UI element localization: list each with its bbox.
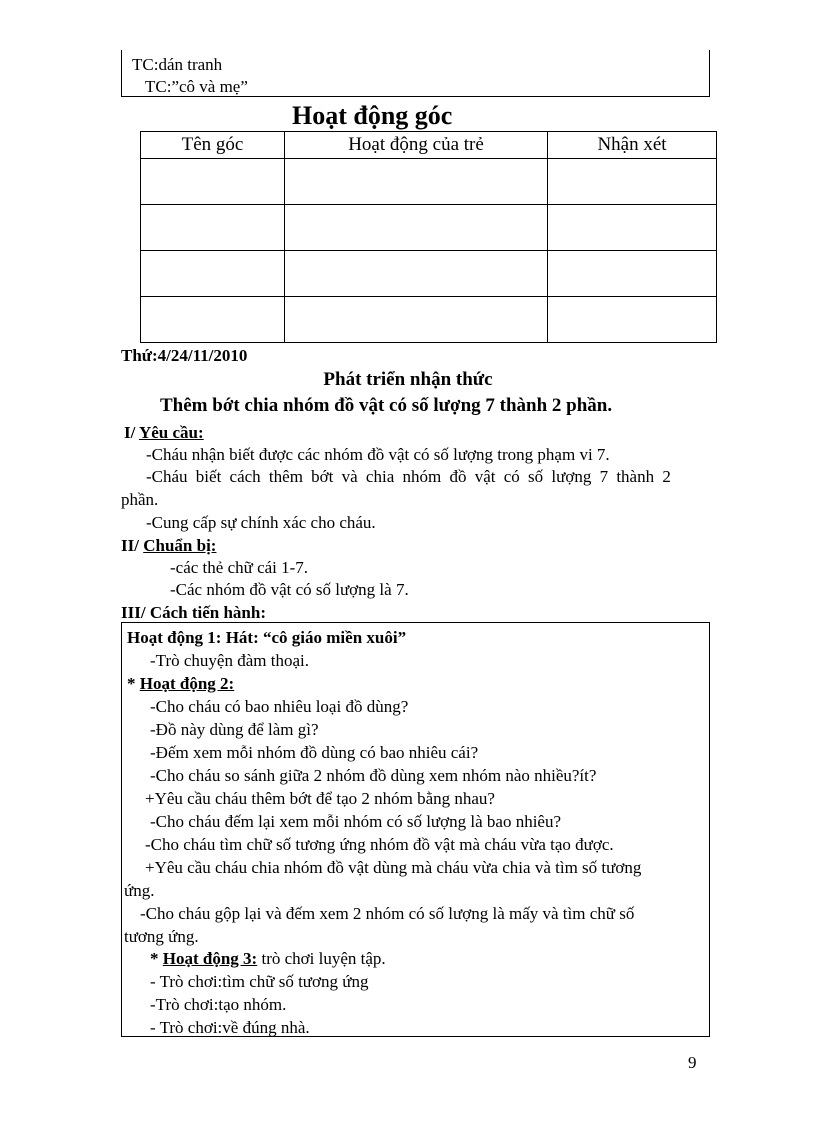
corner-activity-title: Hoạt động góc (292, 101, 453, 130)
activity-3-item: - Trò chơi:về đúng nhà. (150, 1018, 310, 1037)
top-box-line-1: TC:dán tranh (132, 55, 223, 74)
activity-2-heading (127, 673, 234, 695)
activity-3-item: - Trò chơi:tìm chữ số tương ứng (150, 972, 369, 991)
page-number: 9 (688, 1053, 697, 1072)
requirement-item: -Cháu nhận biết được các nhóm đồ vật có số lượng trong phạm vi 7. (146, 445, 610, 464)
lesson-title: Thêm bớt chia nhóm đồ vật có số lượng 7 thành 2 phần. (160, 395, 613, 416)
bullet-star: * (127, 674, 140, 693)
corner-activity-table (140, 131, 717, 343)
activity-3-label: Hoạt động 3: (162, 949, 258, 968)
activity-1-item: -Trò chuyện đàm thoại. (150, 651, 309, 670)
activity-2-item: -Đồ này dùng để làm gì? (150, 720, 319, 739)
subject-title: Phát triển nhận thức (323, 369, 493, 390)
requirement-item: -Cháu biết cách thêm bớt và chia nhóm đồ vật có số lượng 7 thành 2 (146, 467, 671, 486)
section-preparation-heading (121, 535, 216, 557)
header-ten-goc: Tên góc (141, 132, 285, 159)
activity-2-item: -Cho cháu có bao nhiêu loại đồ dùng? (150, 697, 409, 716)
preparation-item: -Các nhóm đồ vật có số lượng là 7. (170, 580, 409, 599)
activity-3-suffix: trò chơi luyện tập. (257, 949, 386, 968)
section-heading-text: Chuẩn bị: (143, 536, 217, 555)
activity-2-item: -Cho cháu gộp lại và đếm xem 2 nhóm có số lượng là mấy và tìm chữ số (140, 904, 635, 923)
table-cell (548, 251, 717, 297)
activity-3-heading (150, 948, 386, 970)
requirement-item: -Cung cấp sự chính xác cho cháu. (146, 513, 376, 532)
table-cell (548, 159, 717, 205)
top-box-line-2: TC:”cô và mẹ” (145, 77, 248, 96)
preparation-item: -các thẻ chữ cái 1-7. (170, 558, 309, 577)
header-hoat-dong: Hoạt động của trẻ (285, 132, 548, 159)
bullet-star: * (150, 949, 163, 968)
table-row (141, 251, 717, 297)
table-header-row (141, 132, 717, 159)
table-cell (548, 205, 717, 251)
lesson-date: Thứ:4/24/11/2010 (121, 346, 248, 365)
activity-3-item: -Trò chơi:tạo nhóm. (150, 995, 287, 1014)
activity-2-label: Hoạt động 2: (139, 674, 235, 693)
table-cell (285, 251, 548, 297)
table-row (141, 159, 717, 205)
activity-2-item: ứng. (124, 881, 155, 900)
table-cell (141, 159, 285, 205)
table-row (141, 297, 717, 343)
header-nhan-xet: Nhận xét (548, 132, 717, 159)
table-cell (285, 159, 548, 205)
activity-2-item: +Yêu cầu cháu thêm bớt để tạo 2 nhóm bằng nhau? (145, 789, 495, 808)
activity-2-item: -Cho cháu tìm chữ số tương ứng nhóm đồ vật mà cháu vừa tạo được. (145, 835, 614, 854)
activity-2-item: -Cho cháu đếm lại xem mỗi nhóm có số lượng là bao nhiêu? (150, 812, 562, 831)
requirement-item: phần. (121, 490, 159, 509)
table-cell (141, 297, 285, 343)
activity-2-item: -Đếm xem mỗi nhóm đồ dùng có bao nhiêu cái? (150, 743, 479, 762)
table-cell (141, 251, 285, 297)
activity-2-item: -Cho cháu so sánh giữa 2 nhóm đồ dùng xem nhóm nào nhiều?ít? (150, 766, 597, 785)
table-cell (285, 205, 548, 251)
section-procedure-heading: III/ Cách tiến hành: (121, 603, 267, 622)
section-requirements-heading (124, 422, 204, 444)
section-heading-text: Yêu cầu: (138, 423, 204, 442)
table-row (141, 205, 717, 251)
table-cell (285, 297, 548, 343)
table-cell (141, 205, 285, 251)
activity-2-item: tương ứng. (124, 927, 199, 946)
table-cell (548, 297, 717, 343)
section-number: II/ (121, 536, 144, 555)
section-number: I/ (124, 423, 139, 442)
activity-2-item: +Yêu cầu cháu chia nhóm đồ vật dùng mà cháu vừa chia và tìm số tương (145, 858, 642, 877)
activity-1-heading: Hoạt động 1: Hát: “cô giáo miền xuôi” (127, 628, 407, 647)
